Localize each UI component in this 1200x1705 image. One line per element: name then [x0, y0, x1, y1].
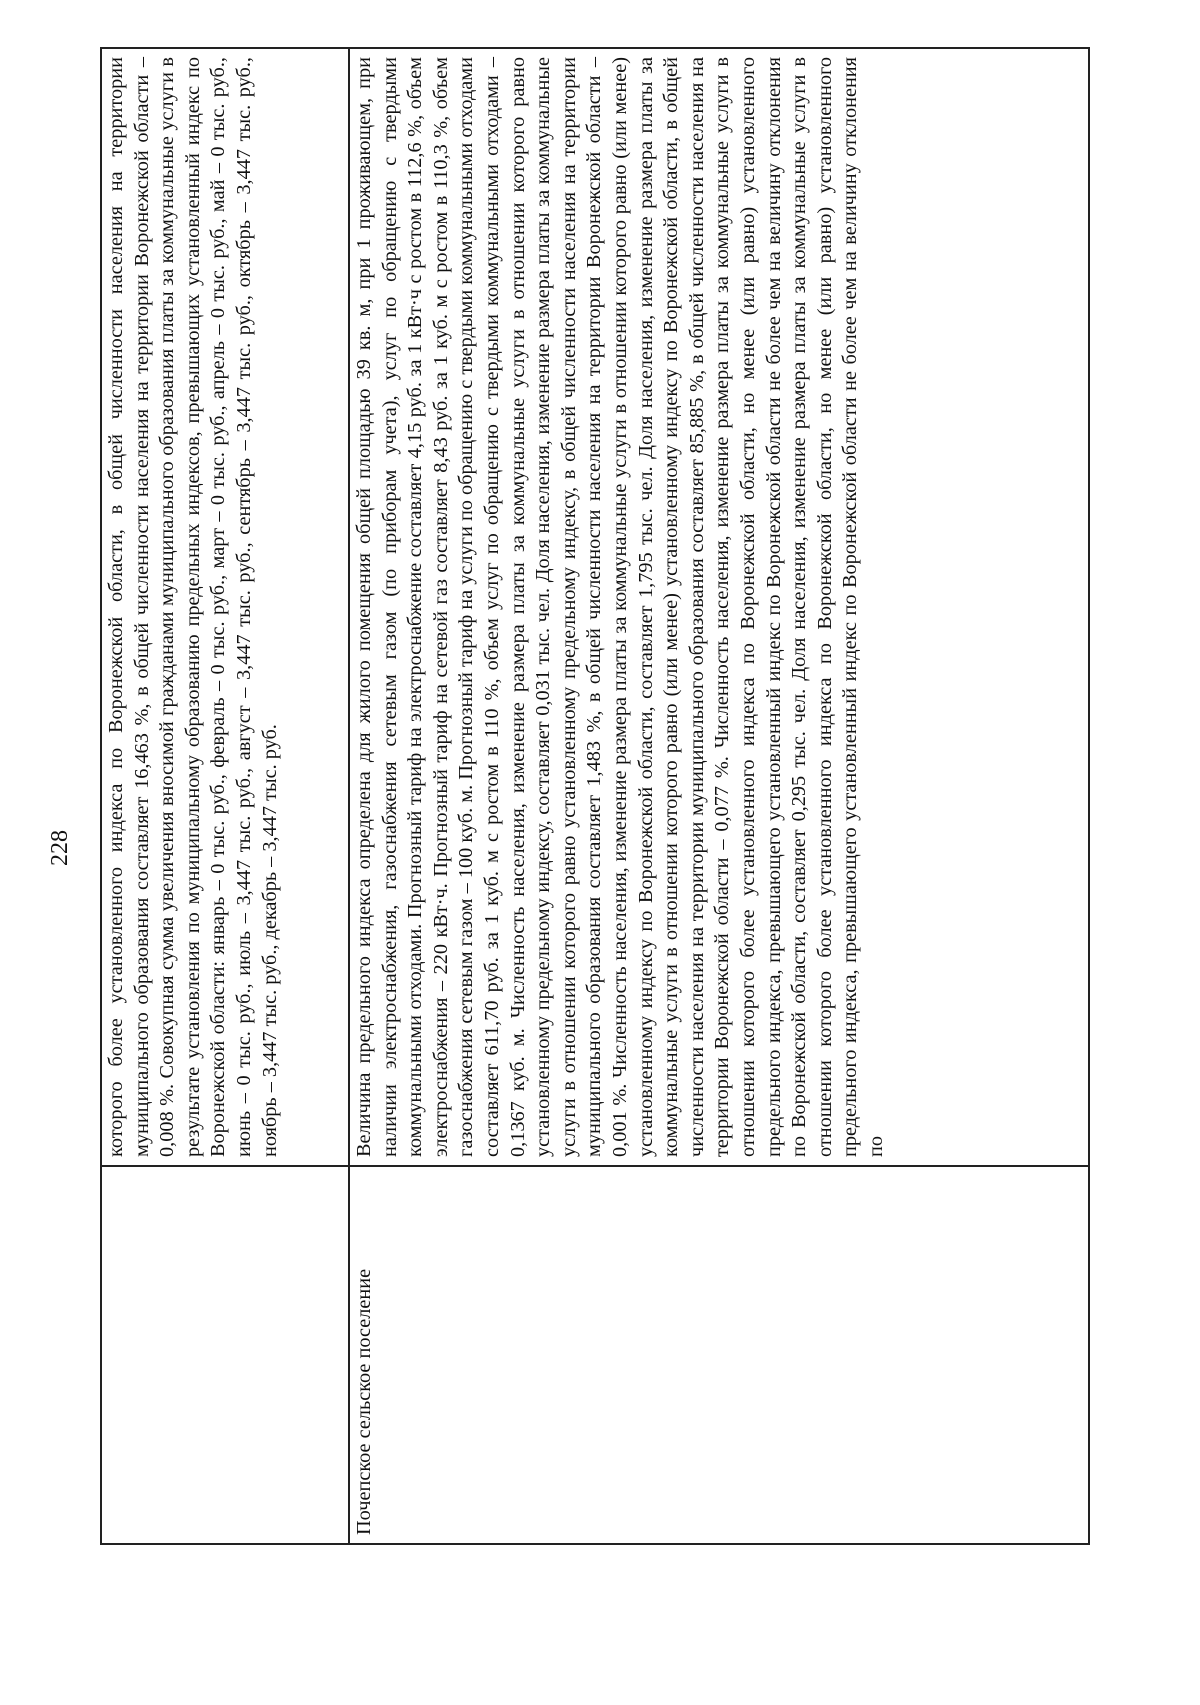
index-description: которого более установленного индекса по Воронежской области, в общей численности населения на территории муниципального образования составляет 16,463 %, в общей численности населения на территории Воронежской области – 0,008 %. Совокупная сумма увеличения вносимой гражданами муниципального образования платы за коммунальные услуги в результате установления по муниципальному образованию предельных индексов, превышающих установленный индекс по Воронежской области: январь – 0 тыс. руб., февраль – 0 тыс. руб., март – 0 тыс. руб., апрель – 0 тыс. руб., май – 0 тыс. руб., июнь – 0 тыс. руб., июль – 3,447 тыс. руб., август – 3,447 тыс. руб., сентябрь – 3,447 тыс. руб., октябрь – 3,447 тыс. руб., ноябрь – 3,447 тыс. руб., декабрь – 3,447 тыс. руб. — [105, 57, 281, 1157]
index-description-cell — [349, 48, 1089, 1166]
municipal-index-table — [100, 47, 1090, 1545]
municipality-name: Почепское сельское поселение — [353, 1268, 375, 1535]
table-row — [101, 48, 349, 1544]
table-row — [349, 48, 1089, 1544]
index-description-cell — [101, 48, 349, 1166]
page-number: 228 — [47, 830, 73, 866]
municipality-name-cell — [349, 1166, 1089, 1544]
index-description: Величина предельного индекса определена для жилого помещения общей площадью 39 кв. м, при 1 проживающем, при наличии электроснабжения, газоснабжения сетевым газом (по приборам учета), услуг по обращению с твердыми коммунальными отходами. Прогнозный тариф на электроснабжение составляет 4,15 руб. за 1 кВт·ч с ростом в 112,6 %, объем электроснабжения – 220 кВт·ч. Прогнозный тариф на сетевой газ составляет 8,43 руб. за 1 куб. м с ростом в 110,3 %, объем газоснабжения сетевым газом – 100 куб. м. Прогнозный тариф на услуги по обращению с твердыми коммунальными отходами составляет 611,70 руб. за 1 куб. м с ростом в 110 %, объем услуг по обращению с твердыми коммунальными отходами – 0,1367 куб. м. Численность населения, изменение размера платы за коммунальные услуги в отношении которого равно установленному предельному индексу, составляет 0,031 тыс. чел. Доля населения, изменение размера платы за коммунальные услуги в отношении которого равно установленному предельному индексу, в общей численности населения на территории муниципального образования составляет 1,483 %, в общей численности населения на территории Воронежской области – 0,001 %. Численность населения, изменение размера платы за коммунальные услуги в отношении которого равно (или менее) установленному индексу по Воронежской области, составляет 1,795 тыс. чел. Доля населения, изменение размера платы за коммунальные услуги в отношении которого равно (или менее) установленному индексу по Воронежской области, в общей численности населения на территории муниципального образования составляет 85,885 %, в общей численности населения на территории Воронежской области – 0,077 %. Численность населения, изменение размера платы за коммунальные услуги в отношении которого более установленного индекса по Воронежской области, но менее (или равно) установленного предельного индекса, превышающего установленный индекс по Воронежской области не более чем на величину отклонения по Воронежской области, составляет 0,295 тыс. чел. Доля населения, изменение размера платы за коммунальные услуги в отношении которого более установленного индекса по Воронежской области, но менее (или равно) установленного предельного индекса, превышающего установленный индекс по Воронежской области не более чем на величину отклонения по — [353, 57, 887, 1157]
municipality-name-cell — [101, 1166, 349, 1544]
rotated-page-content — [100, 57, 1090, 1545]
